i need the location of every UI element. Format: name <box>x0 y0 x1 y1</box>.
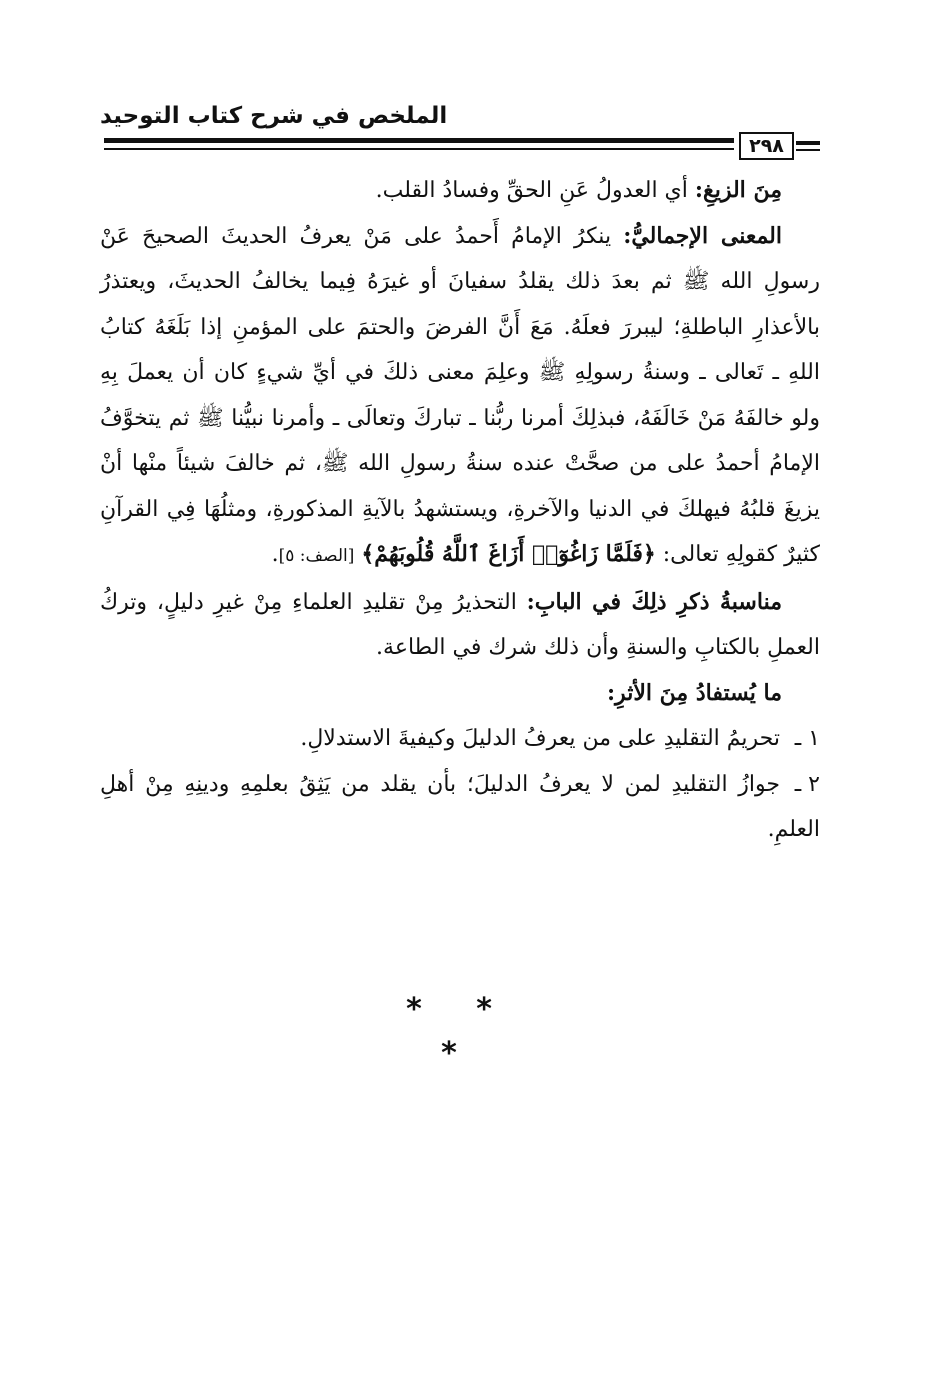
list-text: تحريمُ التقليدِ على من يعرفُ الدليلَ وكيفيةَ الاستدلالِ. <box>300 726 780 751</box>
body-text <box>100 168 820 853</box>
header-rule-thin <box>104 148 734 150</box>
term-zaygh: مِنَ الزيغِ: <box>694 177 782 203</box>
text-general-meaning-end: . <box>271 542 279 567</box>
quran-verse: ﴿فَلَمَّا زَاغُوٓا۟ أَزَاغَ ٱللَّهُ قُلُوبَهُمْ﴾ <box>361 541 656 567</box>
list-number: ١ ـ <box>794 726 820 751</box>
definition-zaygh: أي العدولُ عَنِ الحقِّ وفسادُ القلب. <box>375 178 695 203</box>
heading-relevance: مناسبةُ ذكرِ ذلِكَ في البابِ: <box>526 588 782 615</box>
section-separator-stars: * * * <box>406 992 514 1071</box>
verse-reference: [الصف: ٥] <box>278 546 355 566</box>
list-text: جوازُ التقليدِ لمن لا يعرفُ الدليلَ؛ بأن يقلد من يَثِقُ بعلمِهِ ودينِهِ مِنْ أهلِ العلمِ. <box>100 771 820 842</box>
running-head-title: الملخص في شرح كتاب التوحيد <box>100 103 448 129</box>
paragraph-zaygh <box>100 168 820 214</box>
list-number: ٢ ـ <box>794 771 820 797</box>
text-general-meaning: ينكرُ الإمامُ أَحمدُ على مَنْ يعرفُ الحديثَ الصحيحَ عَنْ رسولِ الله ﷺ ثم بعدَ ذلك يقلدُ سفيانَ أو غيرَهُ فِيما يخالفُ الحديثَ، ويعتذرُ بالأعذارِ الباطلةِ؛ ليبررَ فعلَهُ. مَعَ أَنَّ الفرضَ والحتمَ على المؤمنِ إذا بَلَغَهُ كتابُ اللهِ ـ تَعالى ـ وسنةُ رسولِهِ ﷺ وعلِمَ معنى ذلكَ في أيِّ شيءٍ كان أن يعملَ بِهِ ولو خالفَهُ مَنْ خَالَفَهُ، فبذلِكَ أمرنا ربُّنا ـ تباركَ وتعالَى ـ وأمرنا نبيُّنا ﷺ ثم يتخوَّفُ الإمامُ أحمدُ على من صحَّتْ عنده سنةُ رسولِ الله ﷺ، ثم خالفَ شيئاً منْها أنْ يزيغَ قلبُهُ فيهلكَ في الدنيا والآخرةِ، ويستشهدُ بالآيةِ المذكورةِ، ومثلُهَا فِي القرآنِ كثيرٌ كقولِهِ تعالى: <box>100 223 820 567</box>
header-dash-thin <box>796 149 820 151</box>
list-item <box>100 762 820 853</box>
text-relevance: التحذيرُ مِنْ تقليدِ العلماءِ مِنْ غيرِ دليلٍ، وتركُ العملِ بالكتابِ والسنةِ وأن ذلك شرك في الطاعة. <box>100 589 820 660</box>
paragraph-general-meaning <box>100 214 820 580</box>
heading-general-meaning: المعنى الإجماليُّ: <box>623 222 783 249</box>
list-item <box>100 716 820 762</box>
heading-lessons-line <box>100 671 820 717</box>
paragraph-relevance <box>100 580 820 671</box>
page-number: ٢٩٨ <box>739 132 794 160</box>
heading-lessons: ما يُستفادُ مِنَ الأثرِ: <box>606 679 782 706</box>
header-rule-thick <box>104 138 734 143</box>
header-dash-thick <box>796 141 820 145</box>
